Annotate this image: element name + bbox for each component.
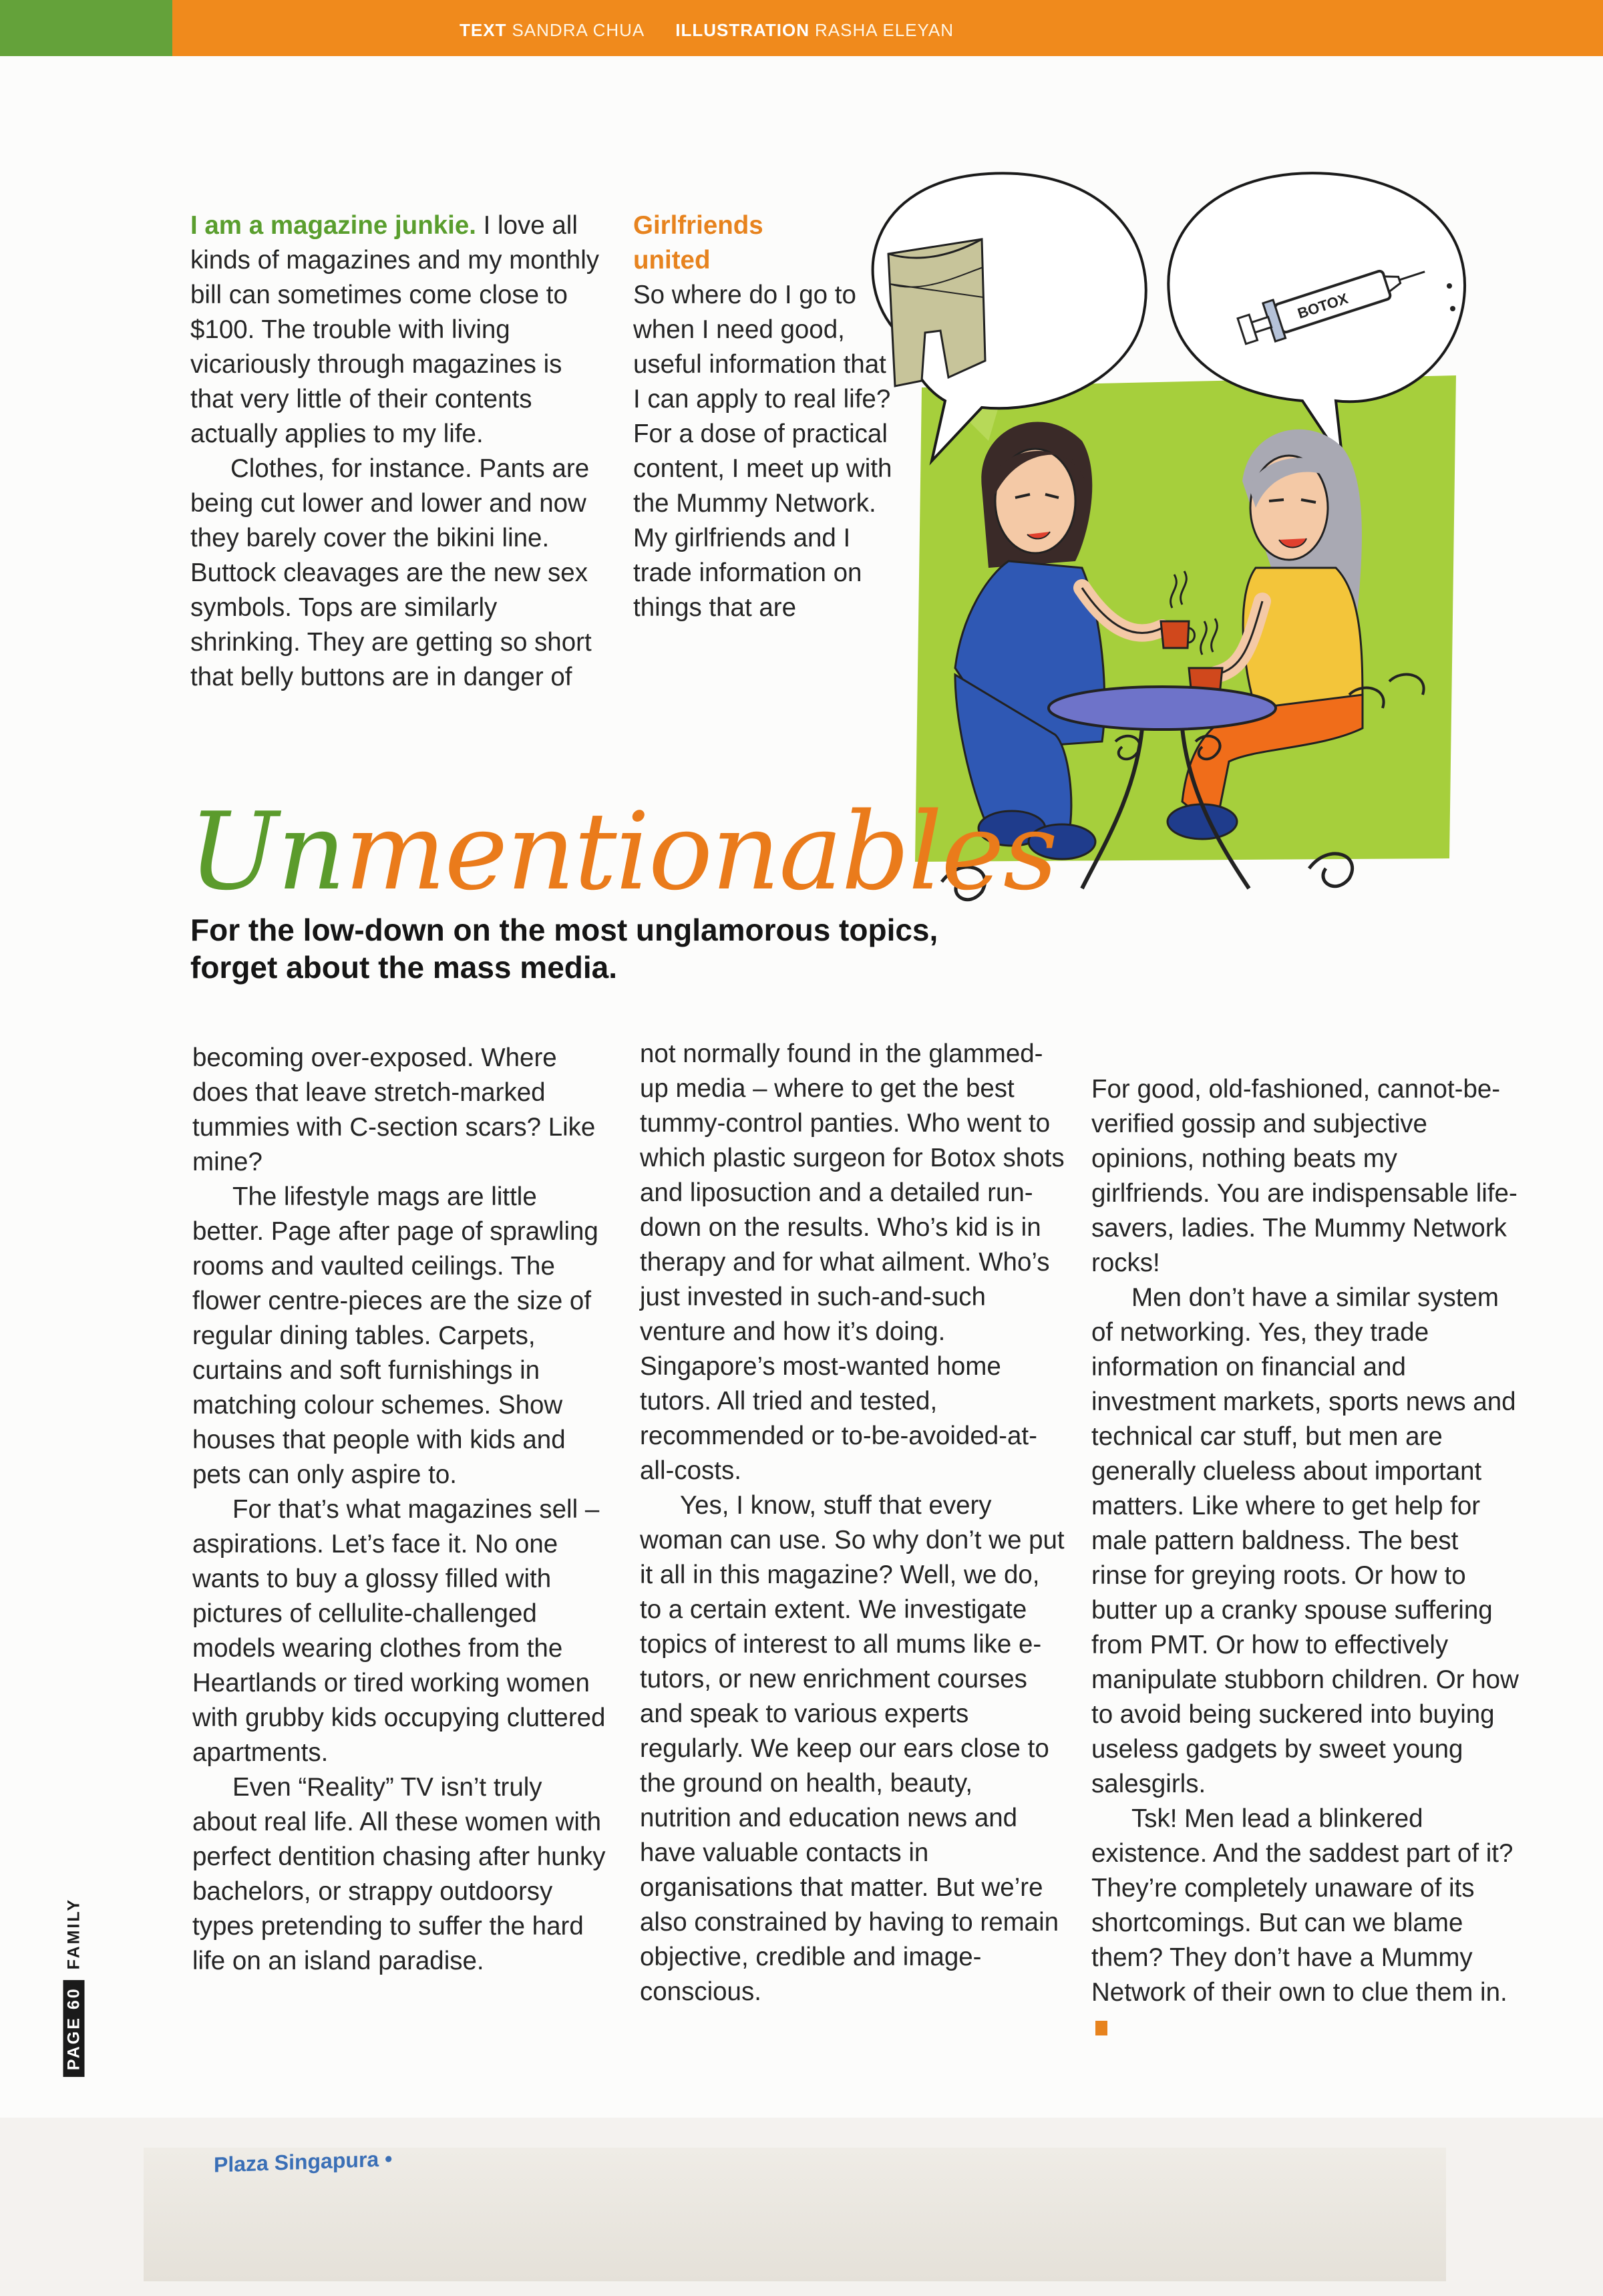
subhead-girlfriends-united: Girlfriends united: [633, 211, 763, 275]
ad-text: Plaza Singapura •: [214, 2146, 393, 2177]
folio: [63, 1891, 85, 2084]
title-part-mentionables: mentionables: [344, 789, 1057, 914]
col2-paragraph-2: Yes, I know, stuff that every woman can use. So why don’t we put it all in this magazine? Well, we do, to a certain extent. We investigate topics of interest to all mums like e-tutors, or new enrichment courses and speak to various experts regularly. We keep our ears close to the ground on health, beauty, nutrition and education news and have valuable contacts in organisations that matter. But we’re also constrained by having to remain objective, credible and image-conscious.: [640, 1491, 1065, 2006]
girlfriends-text: So where do I go to when I need good, useful information that I can apply to real life? For a dose of practical content, I meet up with the Mummy Network. My girlfriends and I trade information on things that are: [633, 281, 892, 622]
col1-paragraph-1: becoming over-exposed. Where does that leave stretch-marked tummies with C-section scars? Like mine?: [192, 1043, 596, 1176]
col3-paragraph-3: [1091, 1802, 1519, 2045]
body-column-2: [640, 1037, 1067, 2009]
header-bar: [0, 0, 1603, 56]
illustrator-name: RASHA ELEYAN: [815, 20, 954, 40]
col3-paragraph-2: Men don’t have a similar system of networking. Yes, they trade information on financial and investment markets, sports news and technical car stuff, but men are generally clueless about important matters. Like where to get help for male pattern baldness. The best rinse for greying roots. Or how to butter up a cranky spouse suffering from PMT. Or how to effectively manipulate stubborn children. Or how to avoid being suckered into buying useless gadgets by sweet young salesgirls.: [1091, 1283, 1519, 1798]
byline: [460, 20, 954, 41]
lead-in: I am a magazine junkie.: [190, 211, 476, 240]
col3-paragraph-1: For good, old-fashioned, cannot-be-verified gossip and subjective opinions, nothing beats my girlfriends. You are indispensable life-savers, ladies. The Mummy Network rocks!: [1091, 1075, 1518, 1277]
author-name: SANDRA CHUA: [512, 20, 645, 40]
intro-text: I love all kinds of magazines and my monthly bill can sometimes come close to $100. The trouble with living vicariously through magazines is that very little of their contents actually applies to my life.: [190, 211, 600, 448]
col3-paragraph-3-text: Tsk! Men lead a blinkered existence. And the saddest part of it? They’re completely unaware of its shortcomings. But can we blame them? They don’t have a Mummy Network of their own to clue them in.: [1091, 1804, 1513, 2007]
paragraph-clothes: Clothes, for instance. Pants are being cut lower and lower and now they barely cover the bikini line. Buttock cleavages are the new sex symbols. Tops are similarly shrinking. They are getting so short that belly buttons are in danger of: [190, 454, 592, 691]
title-part-un: Un: [188, 789, 345, 914]
body-column-3: [1091, 1072, 1519, 2045]
illustration-label: ILLUSTRATION: [675, 20, 810, 40]
col2-paragraph-1: not normally found in the glammed-up media – where to get the best tummy-control panties. Who went to which plastic surgeon for Botox shots and liposuction and a detailed run-down on the results. Who’s kid is in therapy and for what ailment. Who’s just invested in such-and-such venture and how it’s doing. Singapore’s most-wanted home tutors. All tried and tested, recommended or to-be-avoided-at-all-costs.: [640, 1039, 1065, 1485]
intro-paragraph: [190, 208, 604, 452]
end-mark-icon: [1095, 2021, 1107, 2035]
text-label: TEXT: [460, 20, 507, 40]
col1-paragraph-3: For that’s what magazines sell – aspirations. Let’s face it. No one wants to buy a glossy filled with pictures of cellulite-challenged models wearing clothes from the Heartlands or tired working women with grubby kids occupying cluttered apartments.: [192, 1495, 606, 1767]
girlfriends-column: [633, 208, 904, 625]
syringe-label: BOTOX: [1295, 290, 1351, 322]
page-number: PAGE 60: [63, 1980, 85, 2077]
folio-text: [65, 1898, 84, 2077]
section-name: FAMILY: [64, 1897, 83, 1970]
body-column-1: [192, 1041, 610, 1979]
col1-paragraph-2: The lifestyle mags are little better. Page after page of sprawling rooms and vaulted ceilings. The flower centre-pieces are the size of regular dining tables. Carpets, curtains and soft furnishings in matching colour schemes. Show houses that people with kids and pets can only aspire to.: [192, 1182, 598, 1489]
standfirst: For the low-down on the most unglamorous topics, forget about the mass media.: [190, 913, 938, 985]
col1-paragraph-4: Even “Reality” TV isn’t truly about real life. All these women with perfect dentition chasing after hunky bachelors, or strappy outdoorsy types pretending to suffer the hard life on an island paradise.: [192, 1773, 606, 1975]
header-green-block: [0, 0, 172, 56]
intro-column: [190, 208, 604, 695]
article-title: [188, 789, 1057, 914]
